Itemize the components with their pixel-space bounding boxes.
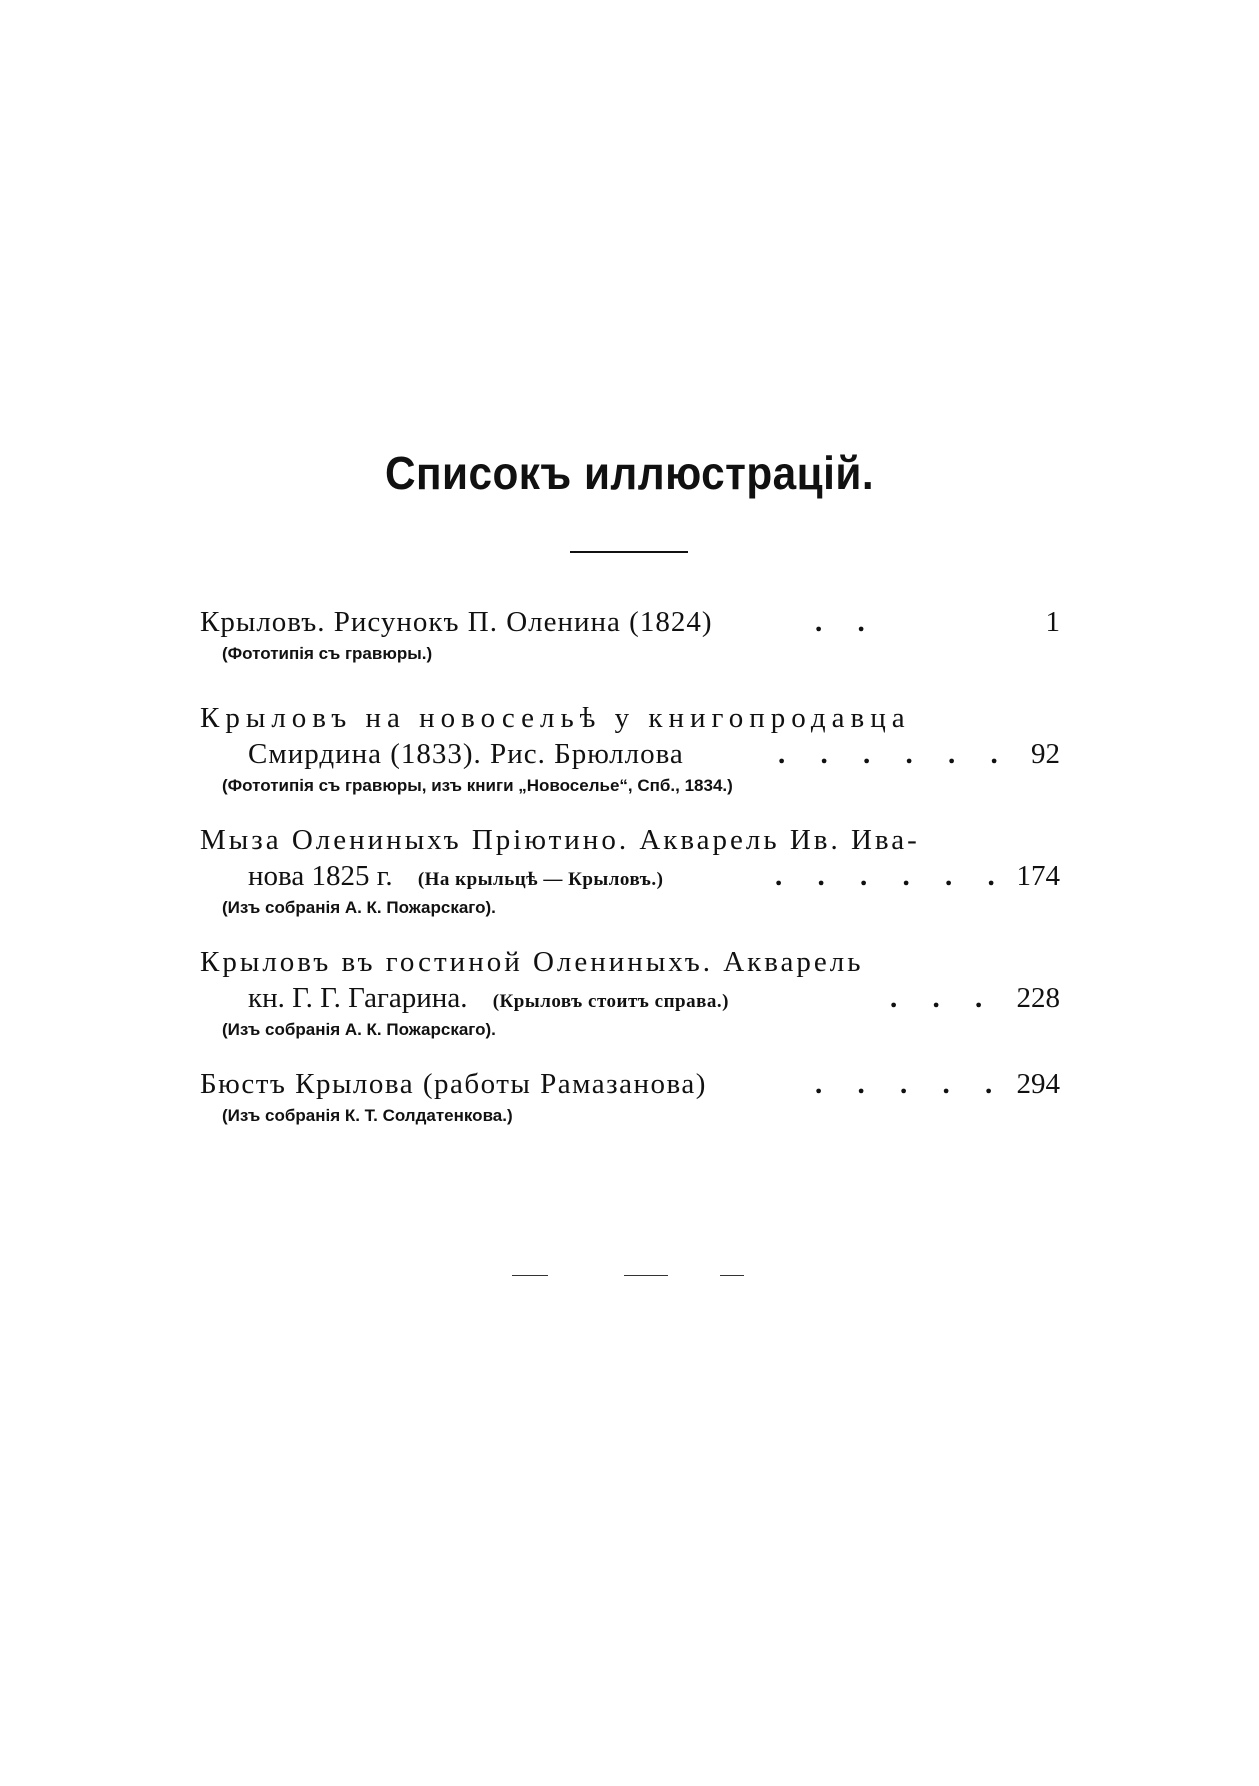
- entry-source: (Фототипія съ гравюры, изъ книги „Новоселье“, Спб., 1834.): [222, 776, 733, 795]
- leader-dots: . .: [815, 606, 879, 638]
- entry-title-continued: Смирдина (1833). Рис. Брюллова: [248, 738, 684, 770]
- inline-note: (Крыловъ стоитъ справа.): [492, 991, 729, 1012]
- entry-line: [200, 736, 1060, 772]
- leader-dots: . . . . .: [815, 1068, 1007, 1100]
- entry-source: (Изъ собранія К. Т. Солдатенкова.): [222, 1106, 513, 1125]
- illustration-entry: [200, 604, 1060, 668]
- illustration-entry: [200, 944, 1060, 1044]
- page-number: 228: [1016, 982, 1060, 1014]
- illustration-entry: [200, 822, 1060, 922]
- entry-title: Бюстъ Крылова (работы Рамазанова): [200, 1068, 707, 1100]
- entry-title: Крыловъ. Рисунокъ П. Оленина (1824): [200, 606, 713, 638]
- entry-line: [200, 1066, 1060, 1102]
- entry-line: [200, 944, 1060, 980]
- title-divider: [570, 551, 688, 553]
- page-number: 92: [1031, 738, 1060, 770]
- entry-source: (Изъ собранія А. К. Пожарскаго).: [222, 1020, 496, 1039]
- entry-line: [200, 858, 1060, 894]
- illustration-entry: [200, 1066, 1060, 1130]
- inline-note: (На крыльцѣ — Крыловъ.): [417, 869, 664, 890]
- end-divider: [624, 1275, 668, 1276]
- page-number: 174: [1016, 860, 1060, 892]
- entry-line: [200, 604, 1060, 640]
- entry-line: [200, 980, 1060, 1016]
- page-number: 294: [1016, 1068, 1060, 1100]
- illustration-entry: [200, 700, 1060, 800]
- entry-source: (Изъ собранія А. К. Пожарскаго).: [222, 898, 496, 917]
- page-number: 1: [1045, 606, 1060, 638]
- leader-dots: . . .: [890, 982, 997, 1014]
- leader-dots: . . . . . .: [775, 860, 1009, 892]
- entry-source: (Фототипія съ гравюры.): [222, 644, 433, 663]
- entry-title: Крыловъ на новосельѣ у книгопродавца: [200, 702, 911, 734]
- entry-title: Мыза Олениныхъ Пріютино. Акварель Ив. Ива-: [200, 824, 920, 856]
- entry-line: [200, 700, 1060, 736]
- end-divider: [720, 1275, 744, 1276]
- page-title: Списокъ иллюстрацій.: [384, 447, 875, 499]
- entry-line: [200, 822, 1060, 858]
- entry-title-continued: нова 1825 г.: [248, 860, 393, 892]
- leader-dots: . . . . . .: [778, 738, 1012, 770]
- end-divider: [512, 1275, 548, 1276]
- entry-title: Крыловъ въ гостиной Олениныхъ. Акварель: [200, 946, 864, 978]
- entry-title-continued: кн. Г. Г. Гагарина.: [248, 982, 468, 1014]
